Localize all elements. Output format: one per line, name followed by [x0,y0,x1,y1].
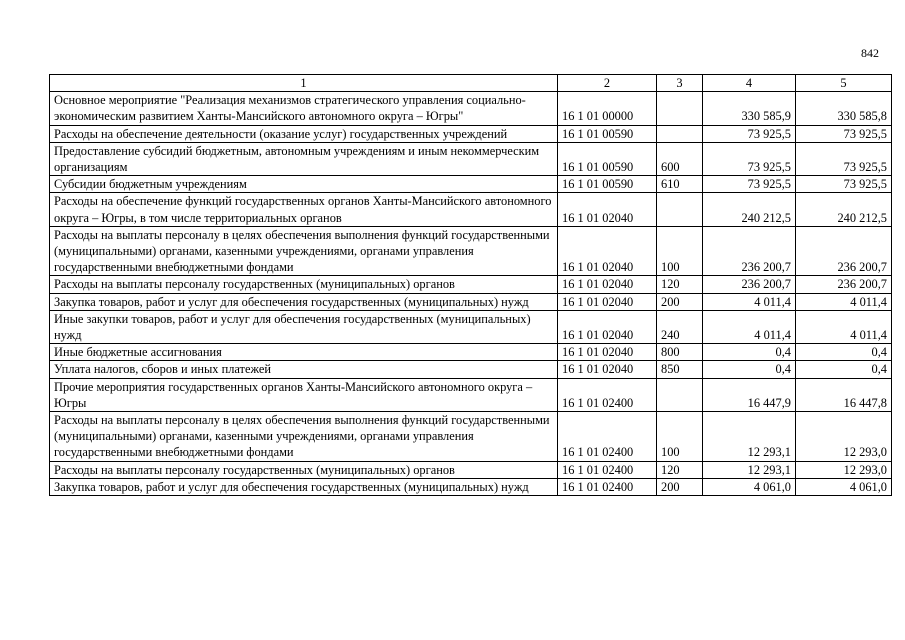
row-amount-col5-cell: 12 293,0 [796,412,892,462]
table-row [50,412,892,462]
column-header-1: 1 [50,75,558,92]
row-amount-col5-cell: 73 925,5 [796,125,892,142]
row-code-cell: 16 1 01 00590 [558,176,657,193]
table-row [50,344,892,361]
row-amount-col4-cell: 4 061,0 [703,478,796,495]
row-name-cell: Расходы на обеспечение функций государственных органов Ханты-Мансийского автономного округа – Югры, в том числе территориальных органов [50,193,558,226]
row-amount-col4-cell: 4 011,4 [703,310,796,343]
row-amount-col5-cell: 73 925,5 [796,142,892,175]
row-expense-type-cell: 120 [657,276,703,293]
table-row [50,461,892,478]
row-code-cell: 16 1 01 02040 [558,293,657,310]
row-code-cell: 16 1 01 02400 [558,478,657,495]
row-name-cell: Прочие мероприятия государственных органов Ханты-Мансийского автономного округа – Югры [50,378,558,411]
row-amount-col4-cell: 12 293,1 [703,461,796,478]
row-code-cell: 16 1 01 02040 [558,276,657,293]
row-amount-col5-cell: 236 200,7 [796,226,892,276]
table-row [50,176,892,193]
table-row [50,92,892,125]
table-row [50,310,892,343]
row-name-cell: Уплата налогов, сборов и иных платежей [50,361,558,378]
row-amount-col4-cell: 236 200,7 [703,276,796,293]
row-name-cell: Основное мероприятие "Реализация механизмов стратегического управления социально-экономическим развитием Ханты-Мансийского автономного округа – Югры" [50,92,558,125]
row-name-cell: Закупка товаров, работ и услуг для обеспечения государственных (муниципальных) нужд [50,478,558,495]
column-header-5: 5 [796,75,892,92]
row-amount-col4-cell: 73 925,5 [703,142,796,175]
table-row [50,193,892,226]
column-header-2: 2 [558,75,657,92]
row-expense-type-cell: 200 [657,478,703,495]
row-name-cell: Расходы на выплаты персоналу в целях обеспечения выполнения функций государственными (муниципальными) органами, казенными учреждениями, органами управления государственными внебюджетными фондами [50,412,558,462]
row-expense-type-cell: 850 [657,361,703,378]
row-code-cell: 16 1 01 02400 [558,412,657,462]
row-amount-col5-cell: 240 212,5 [796,193,892,226]
row-name-cell: Расходы на выплаты персоналу государственных (муниципальных) органов [50,461,558,478]
row-code-cell: 16 1 01 00590 [558,142,657,175]
row-amount-col4-cell: 330 585,9 [703,92,796,125]
row-amount-col5-cell: 4 061,0 [796,478,892,495]
row-code-cell: 16 1 01 00000 [558,92,657,125]
row-expense-type-cell: 240 [657,310,703,343]
table-header-row [50,75,892,92]
row-amount-col4-cell: 73 925,5 [703,176,796,193]
table-row [50,478,892,495]
row-amount-col5-cell: 16 447,8 [796,378,892,411]
row-code-cell: 16 1 01 02040 [558,361,657,378]
row-amount-col5-cell: 12 293,0 [796,461,892,478]
row-expense-type-cell: 610 [657,176,703,193]
row-amount-col4-cell: 236 200,7 [703,226,796,276]
row-name-cell: Расходы на обеспечение деятельности (оказание услуг) государственных учреждений [50,125,558,142]
table-row [50,276,892,293]
table-body [50,92,892,496]
row-expense-type-cell: 600 [657,142,703,175]
row-name-cell: Предоставление субсидий бюджетным, автономным учреждениям и иным некоммерческим организациям [50,142,558,175]
page-number: 842 [861,46,879,60]
row-code-cell: 16 1 01 02400 [558,378,657,411]
row-expense-type-cell [657,92,703,125]
row-name-cell: Закупка товаров, работ и услуг для обеспечения государственных (муниципальных) нужд [50,293,558,310]
table-row [50,378,892,411]
budget-table [49,74,892,496]
row-expense-type-cell [657,378,703,411]
row-expense-type-cell [657,193,703,226]
table-row [50,226,892,276]
row-code-cell: 16 1 01 02040 [558,193,657,226]
row-amount-col4-cell: 240 212,5 [703,193,796,226]
row-amount-col5-cell: 4 011,4 [796,310,892,343]
column-header-3: 3 [657,75,703,92]
row-expense-type-cell: 120 [657,461,703,478]
row-expense-type-cell: 800 [657,344,703,361]
table-row [50,361,892,378]
row-expense-type-cell: 200 [657,293,703,310]
row-amount-col5-cell: 330 585,8 [796,92,892,125]
row-name-cell: Субсидии бюджетным учреждениям [50,176,558,193]
table-row [50,142,892,175]
row-code-cell: 16 1 01 02040 [558,226,657,276]
row-name-cell: Расходы на выплаты персоналу государственных (муниципальных) органов [50,276,558,293]
row-amount-col5-cell: 4 011,4 [796,293,892,310]
row-amount-col5-cell: 0,4 [796,361,892,378]
row-name-cell: Иные закупки товаров, работ и услуг для обеспечения государственных (муниципальных) нужд [50,310,558,343]
table-row [50,125,892,142]
row-expense-type-cell: 100 [657,226,703,276]
row-code-cell: 16 1 01 02400 [558,461,657,478]
row-name-cell: Иные бюджетные ассигнования [50,344,558,361]
row-amount-col4-cell: 0,4 [703,361,796,378]
row-code-cell: 16 1 01 02040 [558,310,657,343]
row-amount-col5-cell: 73 925,5 [796,176,892,193]
row-code-cell: 16 1 01 02040 [558,344,657,361]
column-header-4: 4 [703,75,796,92]
row-amount-col5-cell: 0,4 [796,344,892,361]
row-expense-type-cell: 100 [657,412,703,462]
row-expense-type-cell [657,125,703,142]
table-row [50,293,892,310]
row-amount-col4-cell: 12 293,1 [703,412,796,462]
row-code-cell: 16 1 01 00590 [558,125,657,142]
row-amount-col5-cell: 236 200,7 [796,276,892,293]
row-amount-col4-cell: 16 447,9 [703,378,796,411]
row-name-cell: Расходы на выплаты персоналу в целях обеспечения выполнения функций государственными (муниципальными) органами, казенными учреждениями, органами управления государственными внебюджетными фондами [50,226,558,276]
row-amount-col4-cell: 0,4 [703,344,796,361]
row-amount-col4-cell: 73 925,5 [703,125,796,142]
row-amount-col4-cell: 4 011,4 [703,293,796,310]
